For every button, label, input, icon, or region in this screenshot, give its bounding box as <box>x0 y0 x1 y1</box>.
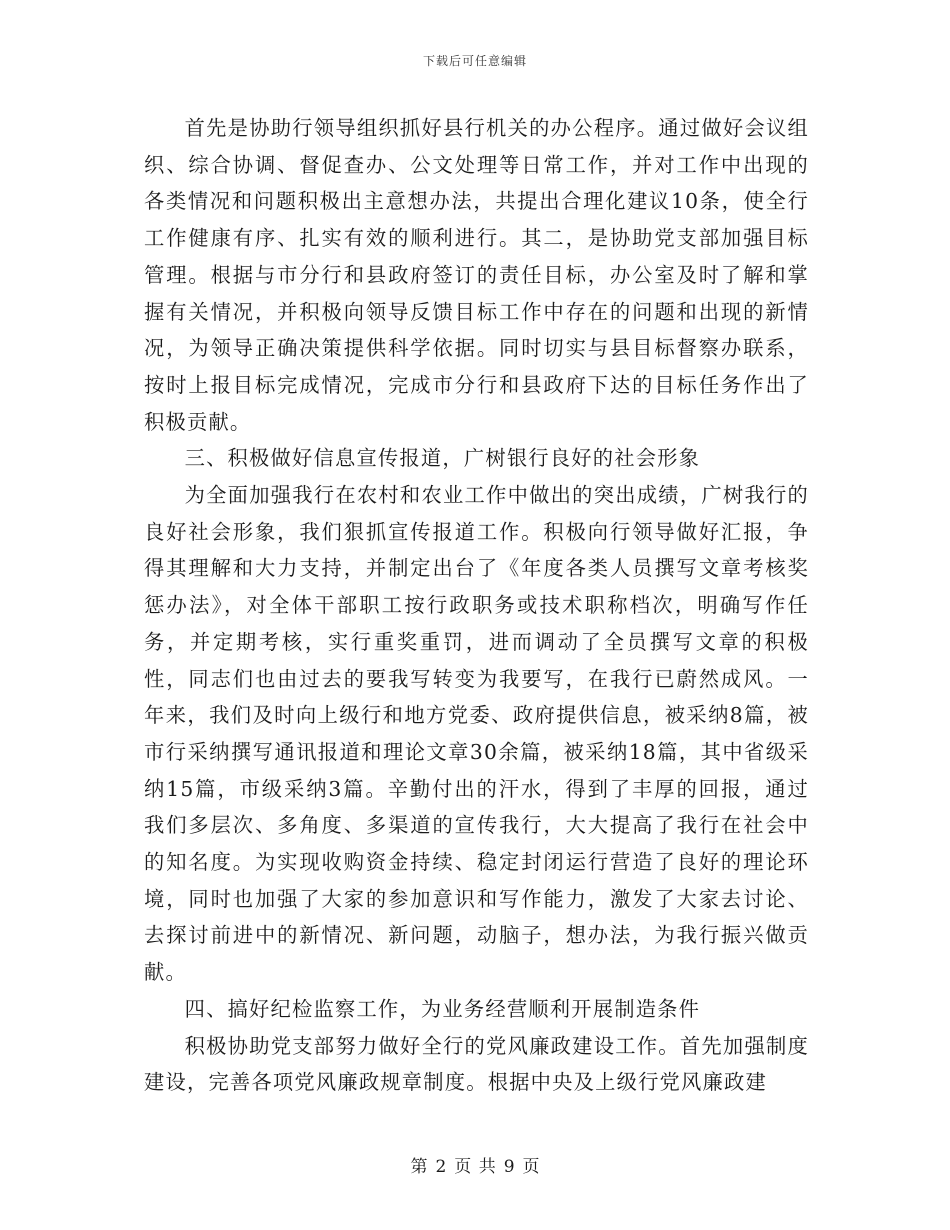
paragraph-office-procedures: 首先是协助行领导组织抓好县行机关的办公程序。通过做好会议组织、综合协调、督促查办、公文处理等日常工作，并对工作中出现的各类情况和问题积极出主意想办法，共提出合理化建议10条，使全行工作健康有序、扎实有效的顺利进行。其二，是协助党支部加强目标管理。根据与市分行和县政府签订的责任目标，办公室及时了解和掌握有关情况，并积极向领导反馈目标工作中存在的问题和出现的新情况，为领导正确决策提供科学依据。同时切实与县目标督察办联系，按时上报目标完成情况，完成市分行和县政府下达的目标任务作出了积极贡献。 <box>144 116 809 434</box>
document-body <box>144 110 809 1101</box>
footer-prefix: 第 <box>410 1157 428 1177</box>
page-footer <box>0 1152 950 1177</box>
footer-middle: 页 共 <box>454 1157 496 1177</box>
section-heading-3: 三、积极做好信息宣传报道，广树银行良好的社会形象 <box>184 446 701 471</box>
page-header <box>0 52 950 69</box>
current-page-number: 2 <box>435 1157 447 1177</box>
paragraph-publicity: 为全面加强我行在农村和农业工作中做出的突出成绩，广树我行的良好社会形象，我们狠抓宣传报道工作。积极向行领导做好汇报，争得其理解和大力支持，并制定出台了《年度各类人员撰写文章考核奖惩办法》，对全体干部职工按行政职务或技术职称档次，明确写作任务，并定期考核，实行重奖重罚，进而调动了全员撰写文章的积极性，同志们也由过去的要我写转变为我要写，在我行已蔚然成风。一年来，我们及时向上级行和地方党委、政府提供信息，被采纳8篇，被市行采纳撰写通讯报道和理论文章30余篇，被采纳18篇，其中省级采纳15篇，市级采纳3篇。辛勤付出的汗水，得到了丰厚的回报，通过我们多层次、多角度、多渠道的宣传我行，大大提高了我行在社会中的知名度。为实现收购资金持续、稳定封闭运行营造了良好的理论环境，同时也加强了大家的参加意识和写作能力，激发了大家去讨论、去探讨前进中的新情况、新问题，动脑子，想办法，为我行振兴做贡献。 <box>144 483 809 985</box>
total-page-count: 9 <box>503 1157 515 1177</box>
footer-suffix: 页 <box>522 1157 540 1177</box>
paragraph-discipline: 积极协助党支部努力做好全行的党风廉政建设工作。首先加强制度建设，完善各项党风廉政规章制度。根据中央及上级行党风廉政建 <box>144 1033 809 1095</box>
header-note: 下载后可任意编辑 <box>422 54 527 68</box>
section-heading-4: 四、搞好纪检监察工作，为业务经营顺利开展制造条件 <box>184 996 701 1021</box>
